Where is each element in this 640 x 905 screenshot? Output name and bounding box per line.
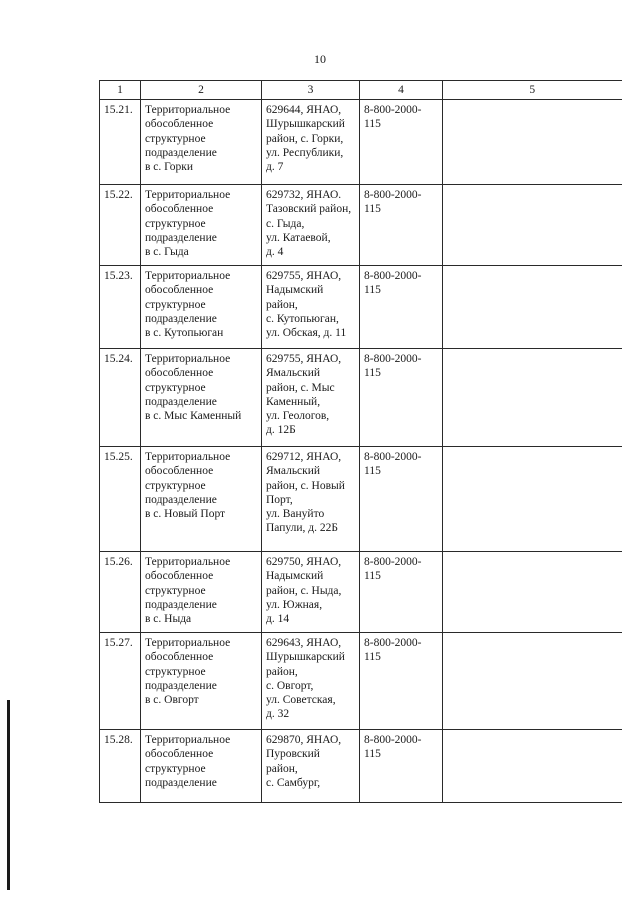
- division-name-line: Территориальное: [145, 353, 231, 366]
- division-name-line: Территориальное: [145, 556, 231, 569]
- division-name-line: в с. Мыс Каменный: [145, 410, 242, 423]
- column-5-cell: [443, 552, 622, 633]
- phone-number-line: 8-800-2000-: [364, 451, 422, 464]
- division-name-line: структурное: [145, 381, 206, 394]
- division-name-cell: [141, 730, 262, 803]
- phone-number-cell: [360, 266, 443, 349]
- table-row: [100, 185, 622, 266]
- phone-number-line: 8-800-2000-: [364, 189, 422, 202]
- table-row: [100, 730, 622, 803]
- column-header: 2: [141, 81, 262, 100]
- division-name-line: обособленное: [145, 203, 214, 216]
- phone-number-line: 8-800-2000-: [364, 734, 422, 747]
- row-number: 15.23.: [100, 266, 141, 349]
- address-line: ул. Советская,: [266, 694, 336, 707]
- division-name-line: в с. Овгорт: [145, 694, 199, 707]
- address-line: район, с. Мыс: [266, 381, 335, 394]
- phone-number-line: 8-800-2000-: [364, 556, 422, 569]
- division-name-line: в с. Горки: [145, 161, 194, 174]
- row-number: 15.21.: [100, 100, 141, 185]
- column-header: 4: [360, 81, 443, 100]
- division-name-line: в с. Ныда: [145, 613, 192, 626]
- phone-number-cell: [360, 633, 443, 730]
- phone-number-line: 8-800-2000-: [364, 637, 422, 650]
- phone-number-cell: [360, 552, 443, 633]
- phone-number-line: 115: [364, 748, 381, 761]
- table-row: [100, 447, 622, 552]
- division-name-line: обособленное: [145, 651, 214, 664]
- address-line: Ямальский: [266, 367, 321, 380]
- address-line: Шурышкарский: [266, 651, 345, 664]
- division-name-cell: [141, 266, 262, 349]
- table-row: [100, 552, 622, 633]
- phone-number-line: 115: [364, 284, 381, 297]
- division-name-line: обособленное: [145, 367, 214, 380]
- address-line: 629644, ЯНАО,: [266, 104, 342, 117]
- division-name-line: подразделение: [145, 493, 217, 506]
- address-cell: [262, 552, 360, 633]
- address-line: ул. Катаевой,: [266, 231, 331, 244]
- address-line: район,: [266, 665, 298, 678]
- address-line: Надымский: [266, 570, 324, 583]
- phone-number-cell: [360, 100, 443, 185]
- address-line: с. Овгорт,: [266, 679, 314, 692]
- phone-number-line: 8-800-2000-: [364, 353, 422, 366]
- division-name-line: подразделение: [145, 146, 217, 159]
- division-name-line: подразделение: [145, 776, 217, 789]
- division-name-line: обособленное: [145, 284, 214, 297]
- division-name-line: в с. Новый Порт: [145, 508, 226, 521]
- phone-number-line: 115: [364, 465, 381, 478]
- address-cell: [262, 266, 360, 349]
- address-cell: [262, 349, 360, 447]
- phone-number-line: 8-800-2000-: [364, 104, 422, 117]
- address-line: с. Гыда,: [266, 217, 305, 230]
- table-body: [100, 100, 622, 803]
- division-name-cell: [141, 633, 262, 730]
- address-line: Пуровский: [266, 748, 320, 761]
- address-line: район,: [266, 762, 298, 775]
- address-line: Порт,: [266, 493, 293, 506]
- address-line: 629755, ЯНАО,: [266, 353, 342, 366]
- division-name-line: структурное: [145, 479, 206, 492]
- address-line: 629712, ЯНАО,: [266, 451, 342, 464]
- address-cell: [262, 633, 360, 730]
- address-line: 629755, ЯНАО,: [266, 270, 342, 283]
- division-name-line: в с. Кутопьюган: [145, 327, 224, 340]
- address-line: Надымский: [266, 284, 324, 297]
- row-number: 15.24.: [100, 349, 141, 447]
- address-line: д. 12Б: [266, 424, 296, 437]
- division-name-cell: [141, 552, 262, 633]
- column-5-cell: [443, 349, 622, 447]
- address-line: ул. Южная,: [266, 598, 323, 611]
- column-header: 3: [262, 81, 360, 100]
- division-name-line: подразделение: [145, 598, 217, 611]
- document-table: [99, 80, 622, 803]
- address-line: ул. Геологов,: [266, 410, 330, 423]
- column-5-cell: [443, 447, 622, 552]
- address-line: Каменный,: [266, 395, 321, 408]
- row-number: 15.25.: [100, 447, 141, 552]
- column-5-cell: [443, 730, 622, 803]
- division-name-line: обособленное: [145, 465, 214, 478]
- division-name-line: обособленное: [145, 570, 214, 583]
- division-name-line: Территориальное: [145, 270, 231, 283]
- division-name-line: Территориальное: [145, 451, 231, 464]
- division-name-line: подразделение: [145, 679, 217, 692]
- scan-edge-mark: [7, 700, 10, 890]
- table-row: [100, 633, 622, 730]
- address-line: район, с. Ныда,: [266, 584, 342, 597]
- division-name-line: подразделение: [145, 395, 217, 408]
- address-line: Тазовский район,: [266, 203, 352, 216]
- phone-number-cell: [360, 185, 443, 266]
- address-line: д. 32: [266, 708, 290, 721]
- address-line: д. 7: [266, 161, 284, 174]
- address-line: с. Кутопьюган,: [266, 312, 339, 325]
- address-line: 629732, ЯНАО.: [266, 189, 342, 202]
- address-line: 629870, ЯНАО,: [266, 734, 342, 747]
- address-line: ул. Обская, д. 11: [266, 327, 347, 340]
- phone-number-cell: [360, 730, 443, 803]
- division-name-line: структурное: [145, 298, 206, 311]
- address-line: 629750, ЯНАО,: [266, 556, 342, 569]
- row-number: 15.28.: [100, 730, 141, 803]
- phone-number-line: 115: [364, 118, 381, 131]
- division-name-line: обособленное: [145, 118, 214, 131]
- division-name-line: подразделение: [145, 312, 217, 325]
- division-name-line: структурное: [145, 584, 206, 597]
- row-number: 15.22.: [100, 185, 141, 266]
- address-line: д. 14: [266, 613, 290, 626]
- division-name-cell: [141, 349, 262, 447]
- address-cell: [262, 185, 360, 266]
- column-header: 1: [100, 81, 141, 100]
- column-5-cell: [443, 100, 622, 185]
- division-name-line: Территориальное: [145, 637, 231, 650]
- address-cell: [262, 730, 360, 803]
- phone-number-cell: [360, 447, 443, 552]
- address-line: район,: [266, 298, 298, 311]
- address-cell: [262, 447, 360, 552]
- division-name-line: структурное: [145, 665, 206, 678]
- column-5-cell: [443, 185, 622, 266]
- address-line: ул. Республики,: [266, 146, 344, 159]
- address-line: д. 4: [266, 246, 284, 259]
- page-number: 10: [314, 52, 326, 66]
- table-header-row: [100, 81, 622, 100]
- address-cell: [262, 100, 360, 185]
- column-5-cell: [443, 266, 622, 349]
- division-name-line: Территориальное: [145, 189, 231, 202]
- phone-number-line: 115: [364, 203, 381, 216]
- table-row: [100, 100, 622, 185]
- address-line: Шурышкарский: [266, 118, 345, 131]
- division-name-line: структурное: [145, 217, 206, 230]
- phone-number-line: 115: [364, 367, 381, 380]
- table-row: [100, 266, 622, 349]
- division-name-cell: [141, 447, 262, 552]
- address-line: район, с. Горки,: [266, 132, 344, 145]
- division-name-line: Территориальное: [145, 734, 231, 747]
- division-name-line: в с. Гыда: [145, 246, 189, 259]
- row-number: 15.26.: [100, 552, 141, 633]
- address-line: с. Самбург,: [266, 776, 321, 789]
- division-name-line: структурное: [145, 762, 206, 775]
- address-line: район, с. Новый: [266, 479, 345, 492]
- row-number: 15.27.: [100, 633, 141, 730]
- division-name-line: структурное: [145, 132, 206, 145]
- column-5-cell: [443, 633, 622, 730]
- address-line: Папули, д. 22Б: [266, 522, 339, 535]
- address-line: 629643, ЯНАО,: [266, 637, 342, 650]
- address-line: ул. Вануйто: [266, 508, 325, 521]
- address-line: Ямальский: [266, 465, 321, 478]
- phone-number-line: 115: [364, 570, 381, 583]
- phone-number-line: 115: [364, 651, 381, 664]
- division-name-line: обособленное: [145, 748, 214, 761]
- column-header: 5: [443, 81, 622, 100]
- division-name-line: подразделение: [145, 231, 217, 244]
- division-name-line: Территориальное: [145, 104, 231, 117]
- division-name-cell: [141, 185, 262, 266]
- division-name-cell: [141, 100, 262, 185]
- phone-number-cell: [360, 349, 443, 447]
- table-row: [100, 349, 622, 447]
- phone-number-line: 8-800-2000-: [364, 270, 422, 283]
